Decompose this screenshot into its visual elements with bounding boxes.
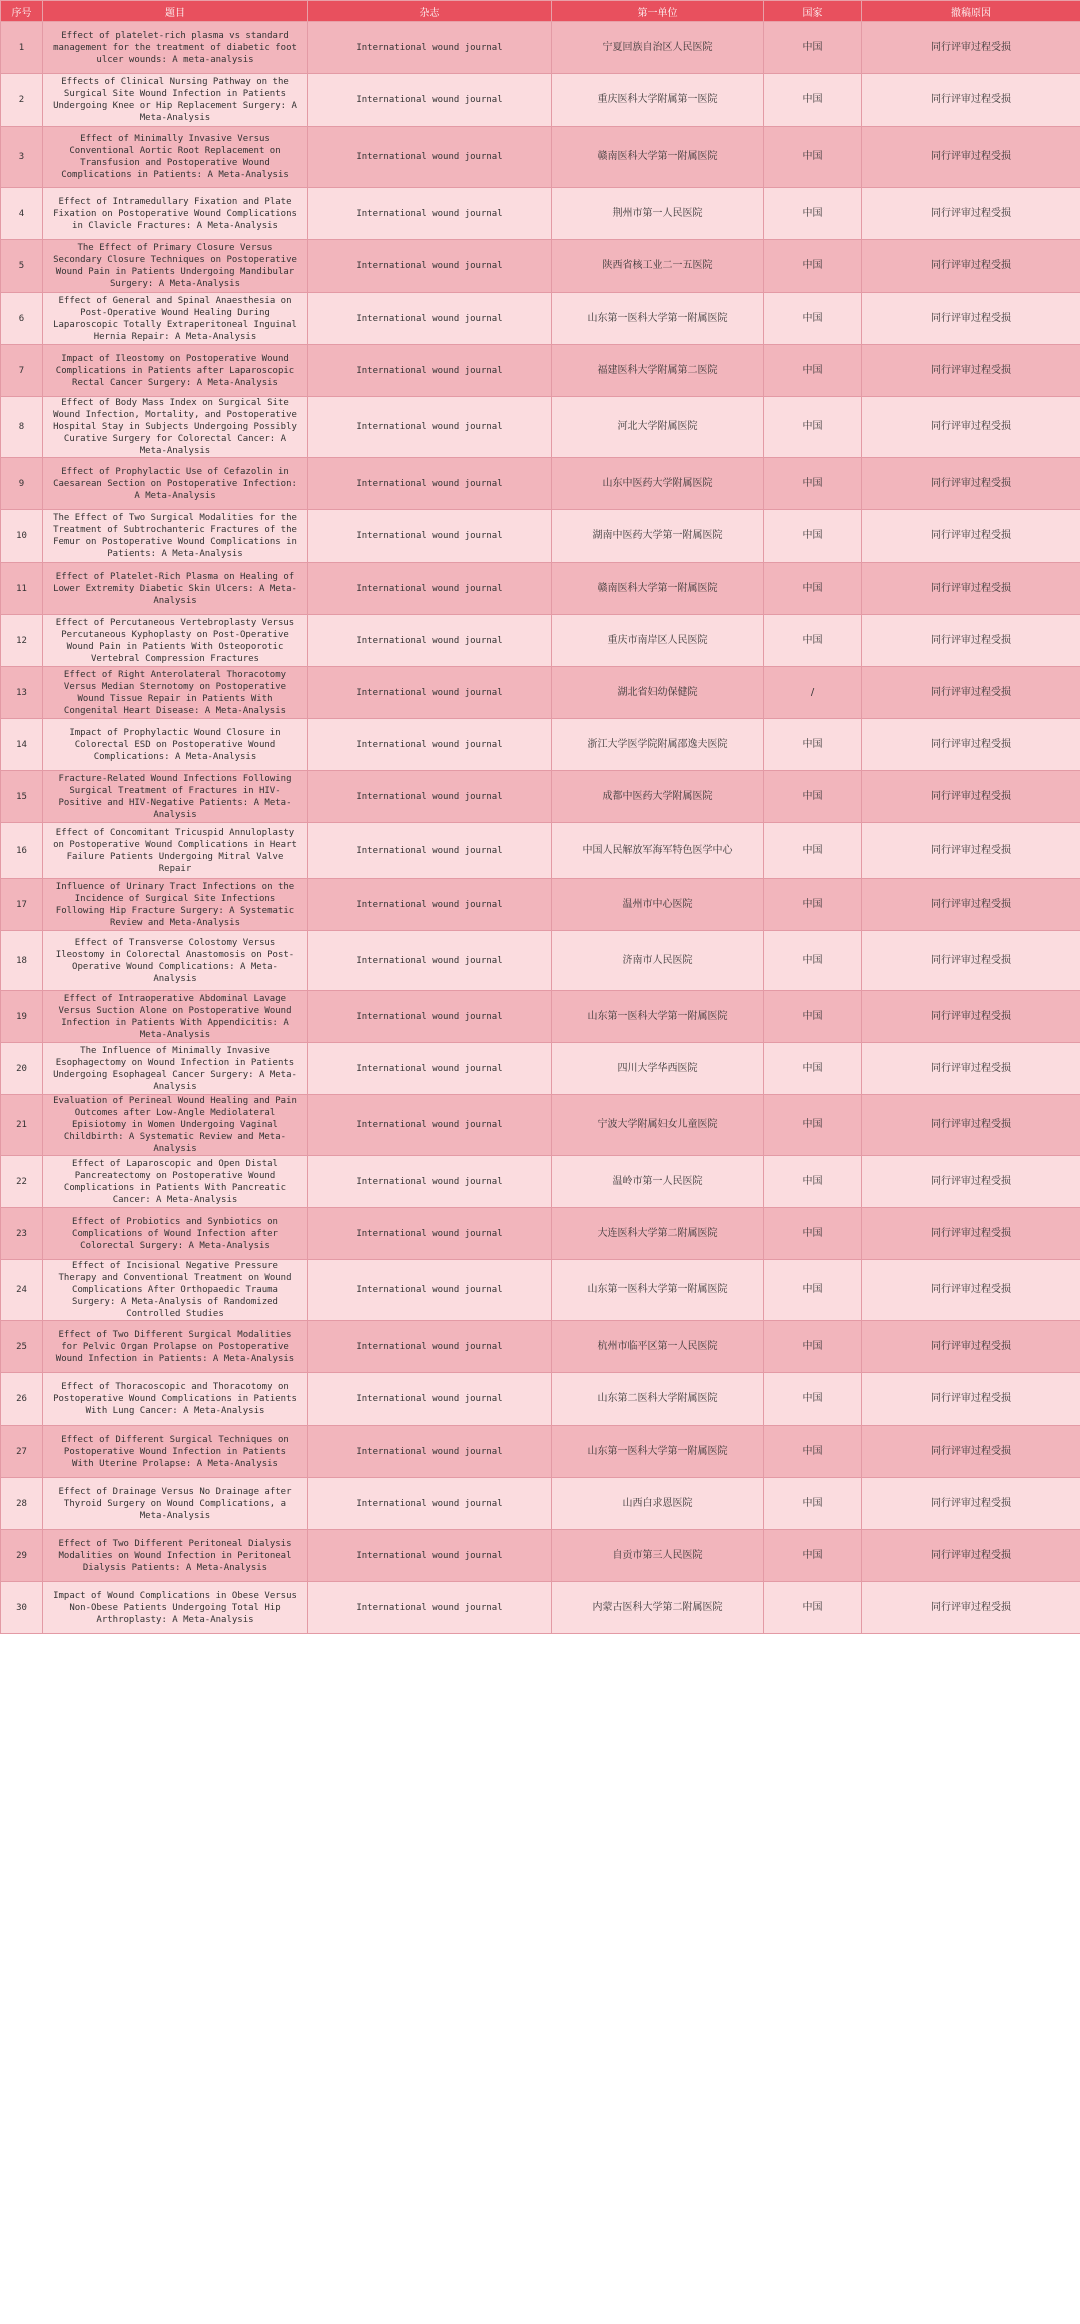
header-no: 序号 <box>1 1 43 22</box>
cell-no: 1 <box>1 22 43 74</box>
cell-no: 2 <box>1 74 43 127</box>
cell-no: 23 <box>1 1208 43 1260</box>
cell-retraction-reason: 同行评审过程受损 <box>862 771 1080 823</box>
cell-first-unit: 中国人民解放军海军特色医学中心 <box>552 823 764 879</box>
cell-no: 24 <box>1 1260 43 1321</box>
cell-no: 21 <box>1 1095 43 1156</box>
cell-first-unit: 荆州市第一人民医院 <box>552 188 764 240</box>
table-row <box>1 345 1080 397</box>
cell-retraction-reason: 同行评审过程受损 <box>862 615 1080 667</box>
cell-journal: International wound journal <box>308 719 552 771</box>
cell-title: Effect of Drainage Versus No Drainage after Thyroid Surgery on Wound Complications, a Meta-Analysis <box>43 1478 308 1530</box>
table-row <box>1 1156 1080 1208</box>
table-row <box>1 1095 1080 1156</box>
cell-title: Effect of Body Mass Index on Surgical Site Wound Infection, Mortality, and Postoperative Hospital Stay in Subjects Undergoing Possibly Curative Surgery for Colorectal Cancer: A Meta-Analysis <box>43 397 308 458</box>
cell-no: 13 <box>1 667 43 719</box>
cell-first-unit: 大连医科大学第二附属医院 <box>552 1208 764 1260</box>
cell-country: 中国 <box>764 615 862 667</box>
cell-retraction-reason: 同行评审过程受损 <box>862 1043 1080 1095</box>
cell-country: 中国 <box>764 293 862 345</box>
cell-journal: International wound journal <box>308 823 552 879</box>
cell-title: Effect of Laparoscopic and Open Distal Pancreatectomy on Postoperative Wound Complications in Patients With Pancreatic Cancer: A Meta-Analysis <box>43 1156 308 1208</box>
header-row <box>1 1 1080 22</box>
cell-retraction-reason: 同行评审过程受损 <box>862 1260 1080 1321</box>
cell-journal: International wound journal <box>308 74 552 127</box>
cell-first-unit: 陕西省核工业二一五医院 <box>552 240 764 293</box>
cell-first-unit: 河北大学附属医院 <box>552 397 764 458</box>
cell-title: Effect of Platelet-Rich Plasma on Healing of Lower Extremity Diabetic Skin Ulcers: A Meta- Analysis <box>43 563 308 615</box>
cell-country: 中国 <box>764 1208 862 1260</box>
table-row <box>1 1478 1080 1530</box>
cell-journal: International wound journal <box>308 1478 552 1530</box>
table-row <box>1 1260 1080 1321</box>
cell-first-unit: 山东第二医科大学附属医院 <box>552 1373 764 1426</box>
cell-no: 3 <box>1 127 43 188</box>
cell-country: 中国 <box>764 397 862 458</box>
cell-title: Effect of Incisional Negative Pressure Therapy and Conventional Treatment on Wound Complications After Orthopaedic Trauma Surgery: A Meta-Analysis of Randomized Controlled Studies <box>43 1260 308 1321</box>
cell-no: 19 <box>1 991 43 1043</box>
cell-journal: International wound journal <box>308 510 552 563</box>
cell-title: Effect of Different Surgical Techniques on Postoperative Wound Infection in Patients With Uterine Prolapse: A Meta-Analysis <box>43 1426 308 1478</box>
cell-title: The Influence of Minimally Invasive Esophagectomy on Wound Infection in Patients Undergoing Esophageal Cancer Surgery: A Meta- Analysis <box>43 1043 308 1095</box>
cell-title: Effect of Concomitant Tricuspid Annuloplasty on Postoperative Wound Complications in Heart Failure Patients Undergoing Mitral Valve Repair <box>43 823 308 879</box>
cell-country: 中国 <box>764 771 862 823</box>
cell-country: 中国 <box>764 22 862 74</box>
table-row <box>1 719 1080 771</box>
cell-retraction-reason: 同行评审过程受损 <box>862 345 1080 397</box>
cell-title: Effects of Clinical Nursing Pathway on the Surgical Site Wound Infection in Patients Undergoing Knee or Hip Replacement Surgery: A Meta-Analysis <box>43 74 308 127</box>
cell-first-unit: 浙江大学医学院附属邵逸夫医院 <box>552 719 764 771</box>
cell-title: Effect of Thoracoscopic and Thoracotomy on Postoperative Wound Complications in Patients With Lung Cancer: A Meta-Analysis <box>43 1373 308 1426</box>
cell-country: 中国 <box>764 1095 862 1156</box>
cell-journal: International wound journal <box>308 667 552 719</box>
header-journal: 杂志 <box>308 1 552 22</box>
cell-no: 4 <box>1 188 43 240</box>
cell-country: 中国 <box>764 1260 862 1321</box>
table-row <box>1 879 1080 931</box>
cell-no: 5 <box>1 240 43 293</box>
cell-retraction-reason: 同行评审过程受损 <box>862 188 1080 240</box>
cell-retraction-reason: 同行评审过程受损 <box>862 931 1080 991</box>
cell-no: 25 <box>1 1321 43 1373</box>
cell-title: Effect of Intraoperative Abdominal Lavage Versus Suction Alone on Postoperative Wound Infection in Patients With Appendicitis: A Meta-Analysis <box>43 991 308 1043</box>
cell-journal: International wound journal <box>308 1156 552 1208</box>
cell-country: 中国 <box>764 1582 862 1634</box>
cell-title: Effect of Right Anterolateral Thoracotomy Versus Median Sternotomy on Postoperative Wound Tissue Repair in Patients With Congenital Heart Disease: A Meta-Analysis <box>43 667 308 719</box>
cell-journal: International wound journal <box>308 397 552 458</box>
cell-journal: International wound journal <box>308 771 552 823</box>
cell-country: 中国 <box>764 823 862 879</box>
cell-title: Impact of Ileostomy on Postoperative Wound Complications in Patients after Laparoscopic Rectal Cancer Surgery: A Meta-Analysis <box>43 345 308 397</box>
cell-first-unit: 自贡市第三人民医院 <box>552 1530 764 1582</box>
header-first-unit: 第一单位 <box>552 1 764 22</box>
cell-title: Impact of Wound Complications in Obese Versus Non-Obese Patients Undergoing Total Hip Arthroplasty: A Meta-Analysis <box>43 1582 308 1634</box>
cell-no: 26 <box>1 1373 43 1426</box>
cell-journal: International wound journal <box>308 1043 552 1095</box>
cell-retraction-reason: 同行评审过程受损 <box>862 458 1080 510</box>
cell-retraction-reason: 同行评审过程受损 <box>862 719 1080 771</box>
cell-retraction-reason: 同行评审过程受损 <box>862 293 1080 345</box>
cell-retraction-reason: 同行评审过程受损 <box>862 1208 1080 1260</box>
table-row <box>1 74 1080 127</box>
cell-no: 27 <box>1 1426 43 1478</box>
cell-retraction-reason: 同行评审过程受损 <box>862 823 1080 879</box>
cell-journal: International wound journal <box>308 563 552 615</box>
table-row <box>1 22 1080 74</box>
cell-no: 15 <box>1 771 43 823</box>
cell-country: 中国 <box>764 188 862 240</box>
cell-retraction-reason: 同行评审过程受损 <box>862 1095 1080 1156</box>
cell-retraction-reason: 同行评审过程受损 <box>862 127 1080 188</box>
table-row <box>1 1321 1080 1373</box>
cell-retraction-reason: 同行评审过程受损 <box>862 1373 1080 1426</box>
cell-first-unit: 济南市人民医院 <box>552 931 764 991</box>
cell-country: 中国 <box>764 127 862 188</box>
cell-journal: International wound journal <box>308 1321 552 1373</box>
table-row <box>1 397 1080 458</box>
cell-first-unit: 山西白求恩医院 <box>552 1478 764 1530</box>
cell-journal: International wound journal <box>308 458 552 510</box>
cell-journal: International wound journal <box>308 615 552 667</box>
header-retraction-reason: 撤稿原因 <box>862 1 1080 22</box>
cell-country: 中国 <box>764 1426 862 1478</box>
table-row <box>1 188 1080 240</box>
cell-country: 中国 <box>764 563 862 615</box>
cell-journal: International wound journal <box>308 1373 552 1426</box>
table-row <box>1 240 1080 293</box>
cell-journal: International wound journal <box>308 991 552 1043</box>
cell-title: Effect of platelet-rich plasma vs standard management for the treatment of diabetic foot ulcer wounds: A meta-analysis <box>43 22 308 74</box>
cell-retraction-reason: 同行评审过程受损 <box>862 991 1080 1043</box>
table-row <box>1 771 1080 823</box>
cell-first-unit: 山东第一医科大学第一附属医院 <box>552 1426 764 1478</box>
cell-first-unit: 赣南医科大学第一附属医院 <box>552 563 764 615</box>
cell-retraction-reason: 同行评审过程受损 <box>862 240 1080 293</box>
cell-journal: International wound journal <box>308 22 552 74</box>
cell-first-unit: 山东第一医科大学第一附属医院 <box>552 293 764 345</box>
cell-country: 中国 <box>764 1373 862 1426</box>
cell-country: 中国 <box>764 1043 862 1095</box>
table-header <box>1 1 1080 22</box>
cell-no: 10 <box>1 510 43 563</box>
cell-title: The Effect of Two Surgical Modalities for the Treatment of Subtrochanteric Fractures of the Femur on Postoperative Wound Complications in Patients: A Meta-Analysis <box>43 510 308 563</box>
table-row <box>1 1530 1080 1582</box>
cell-no: 11 <box>1 563 43 615</box>
cell-title: Evaluation of Perineal Wound Healing and Pain Outcomes after Low-Angle Mediolateral Episiotomy in Women Undergoing Vaginal Childbirth: A Systematic Review and Meta- Analysis <box>43 1095 308 1156</box>
cell-no: 6 <box>1 293 43 345</box>
cell-country: 中国 <box>764 1156 862 1208</box>
cell-retraction-reason: 同行评审过程受损 <box>862 879 1080 931</box>
cell-first-unit: 山东第一医科大学第一附属医院 <box>552 991 764 1043</box>
cell-no: 18 <box>1 931 43 991</box>
cell-country: 中国 <box>764 1321 862 1373</box>
cell-title: Fracture-Related Wound Infections Following Surgical Treatment of Fractures in HIV- Positive and HIV-Negative Patients: A Meta- Analysis <box>43 771 308 823</box>
cell-no: 9 <box>1 458 43 510</box>
table-row <box>1 1373 1080 1426</box>
cell-title: Effect of Two Different Peritoneal Dialysis Modalities on Wound Infection in Peritoneal Dialysis Patients: A Meta-Analysis <box>43 1530 308 1582</box>
cell-journal: International wound journal <box>308 240 552 293</box>
table-body <box>1 22 1080 1634</box>
cell-first-unit: 成都中医药大学附属医院 <box>552 771 764 823</box>
cell-first-unit: 赣南医科大学第一附属医院 <box>552 127 764 188</box>
cell-country: 中国 <box>764 345 862 397</box>
table-row <box>1 991 1080 1043</box>
cell-title: Effect of Intramedullary Fixation and Plate Fixation on Postoperative Wound Complications in Clavicle Fractures: A Meta-Analysis <box>43 188 308 240</box>
cell-title: Effect of Prophylactic Use of Cefazolin in Caesarean Section on Postoperative Infection: A Meta-Analysis <box>43 458 308 510</box>
table-row <box>1 1043 1080 1095</box>
cell-retraction-reason: 同行评审过程受损 <box>862 1156 1080 1208</box>
cell-journal: International wound journal <box>308 879 552 931</box>
cell-title: Effect of Transverse Colostomy Versus Ileostomy in Colorectal Anastomosis on Post- Operative Wound Complications: A Meta- Analysis <box>43 931 308 991</box>
cell-country: 中国 <box>764 510 862 563</box>
cell-journal: International wound journal <box>308 345 552 397</box>
cell-first-unit: 山东中医药大学附属医院 <box>552 458 764 510</box>
cell-title: Effect of Percutaneous Vertebroplasty Versus Percutaneous Kyphoplasty on Post-Operative Wound Pain in Patients With Osteoporotic Vertebral Compression Fractures <box>43 615 308 667</box>
cell-country: 中国 <box>764 1530 862 1582</box>
cell-country: 中国 <box>764 74 862 127</box>
cell-no: 7 <box>1 345 43 397</box>
cell-country: 中国 <box>764 458 862 510</box>
cell-journal: International wound journal <box>308 931 552 991</box>
table-row <box>1 931 1080 991</box>
cell-no: 8 <box>1 397 43 458</box>
cell-retraction-reason: 同行评审过程受损 <box>862 1321 1080 1373</box>
cell-retraction-reason: 同行评审过程受损 <box>862 1426 1080 1478</box>
cell-no: 12 <box>1 615 43 667</box>
cell-title: Effect of Minimally Invasive Versus Conventional Aortic Root Replacement on Transfusion and Postoperative Wound Complications in Patients: A Meta-Analysis <box>43 127 308 188</box>
table-row <box>1 458 1080 510</box>
table-row <box>1 1426 1080 1478</box>
header-country: 国家 <box>764 1 862 22</box>
table-row <box>1 615 1080 667</box>
cell-first-unit: 温州市中心医院 <box>552 879 764 931</box>
cell-country: 中国 <box>764 931 862 991</box>
cell-retraction-reason: 同行评审过程受损 <box>862 397 1080 458</box>
cell-title: Impact of Prophylactic Wound Closure in Colorectal ESD on Postoperative Wound Complications: A Meta-Analysis <box>43 719 308 771</box>
cell-first-unit: 宁夏回族自治区人民医院 <box>552 22 764 74</box>
table-row <box>1 563 1080 615</box>
cell-title: The Effect of Primary Closure Versus Secondary Closure Techniques on Postoperative Wound Pain in Patients Undergoing Mandibular Surgery: A Meta-Analysis <box>43 240 308 293</box>
cell-no: 29 <box>1 1530 43 1582</box>
cell-journal: International wound journal <box>308 127 552 188</box>
cell-journal: International wound journal <box>308 1095 552 1156</box>
table-row <box>1 823 1080 879</box>
cell-first-unit: 杭州市临平区第一人民医院 <box>552 1321 764 1373</box>
cell-journal: International wound journal <box>308 1260 552 1321</box>
cell-title: Effect of Probiotics and Synbiotics on Complications of Wound Infection after Colorectal Surgery: A Meta-Analysis <box>43 1208 308 1260</box>
cell-first-unit: 内蒙古医科大学第二附属医院 <box>552 1582 764 1634</box>
cell-retraction-reason: 同行评审过程受损 <box>862 22 1080 74</box>
cell-journal: International wound journal <box>308 188 552 240</box>
cell-country: 中国 <box>764 719 862 771</box>
cell-first-unit: 山东第一医科大学第一附属医院 <box>552 1260 764 1321</box>
cell-no: 28 <box>1 1478 43 1530</box>
cell-no: 22 <box>1 1156 43 1208</box>
cell-journal: International wound journal <box>308 1530 552 1582</box>
cell-retraction-reason: 同行评审过程受损 <box>862 1530 1080 1582</box>
cell-journal: International wound journal <box>308 1582 552 1634</box>
cell-country: 中国 <box>764 240 862 293</box>
table-row <box>1 127 1080 188</box>
cell-title: Effect of General and Spinal Anaesthesia on Post-Operative Wound Healing During Laparoscopic Totally Extraperitoneal Inguinal Hernia Repair: A Meta-Analysis <box>43 293 308 345</box>
cell-country: / <box>764 667 862 719</box>
table-row <box>1 667 1080 719</box>
cell-title: Effect of Two Different Surgical Modalities for Pelvic Organ Prolapse on Postoperative Wound Infection in Patients: A Meta-Analysis <box>43 1321 308 1373</box>
cell-no: 17 <box>1 879 43 931</box>
cell-first-unit: 重庆医科大学附属第一医院 <box>552 74 764 127</box>
cell-first-unit: 湖北省妇幼保健院 <box>552 667 764 719</box>
cell-country: 中国 <box>764 1478 862 1530</box>
cell-retraction-reason: 同行评审过程受损 <box>862 1478 1080 1530</box>
cell-no: 20 <box>1 1043 43 1095</box>
cell-retraction-reason: 同行评审过程受损 <box>862 667 1080 719</box>
cell-first-unit: 四川大学华西医院 <box>552 1043 764 1095</box>
cell-first-unit: 温岭市第一人民医院 <box>552 1156 764 1208</box>
cell-journal: International wound journal <box>308 293 552 345</box>
cell-journal: International wound journal <box>308 1208 552 1260</box>
cell-country: 中国 <box>764 991 862 1043</box>
cell-no: 16 <box>1 823 43 879</box>
cell-first-unit: 湖南中医药大学第一附属医院 <box>552 510 764 563</box>
cell-retraction-reason: 同行评审过程受损 <box>862 1582 1080 1634</box>
table-row <box>1 1208 1080 1260</box>
cell-title: Influence of Urinary Tract Infections on the Incidence of Surgical Site Infections Following Hip Fracture Surgery: A Systematic Review and Meta-Analysis <box>43 879 308 931</box>
table-row <box>1 510 1080 563</box>
cell-first-unit: 重庆市南岸区人民医院 <box>552 615 764 667</box>
table-row <box>1 293 1080 345</box>
cell-no: 14 <box>1 719 43 771</box>
cell-no: 30 <box>1 1582 43 1634</box>
cell-country: 中国 <box>764 879 862 931</box>
table-row <box>1 1582 1080 1634</box>
cell-first-unit: 宁波大学附属妇女儿童医院 <box>552 1095 764 1156</box>
cell-first-unit: 福建医科大学附属第二医院 <box>552 345 764 397</box>
cell-retraction-reason: 同行评审过程受损 <box>862 510 1080 563</box>
cell-retraction-reason: 同行评审过程受损 <box>862 563 1080 615</box>
cell-journal: International wound journal <box>308 1426 552 1478</box>
header-title: 题目 <box>43 1 308 22</box>
cell-retraction-reason: 同行评审过程受损 <box>862 74 1080 127</box>
